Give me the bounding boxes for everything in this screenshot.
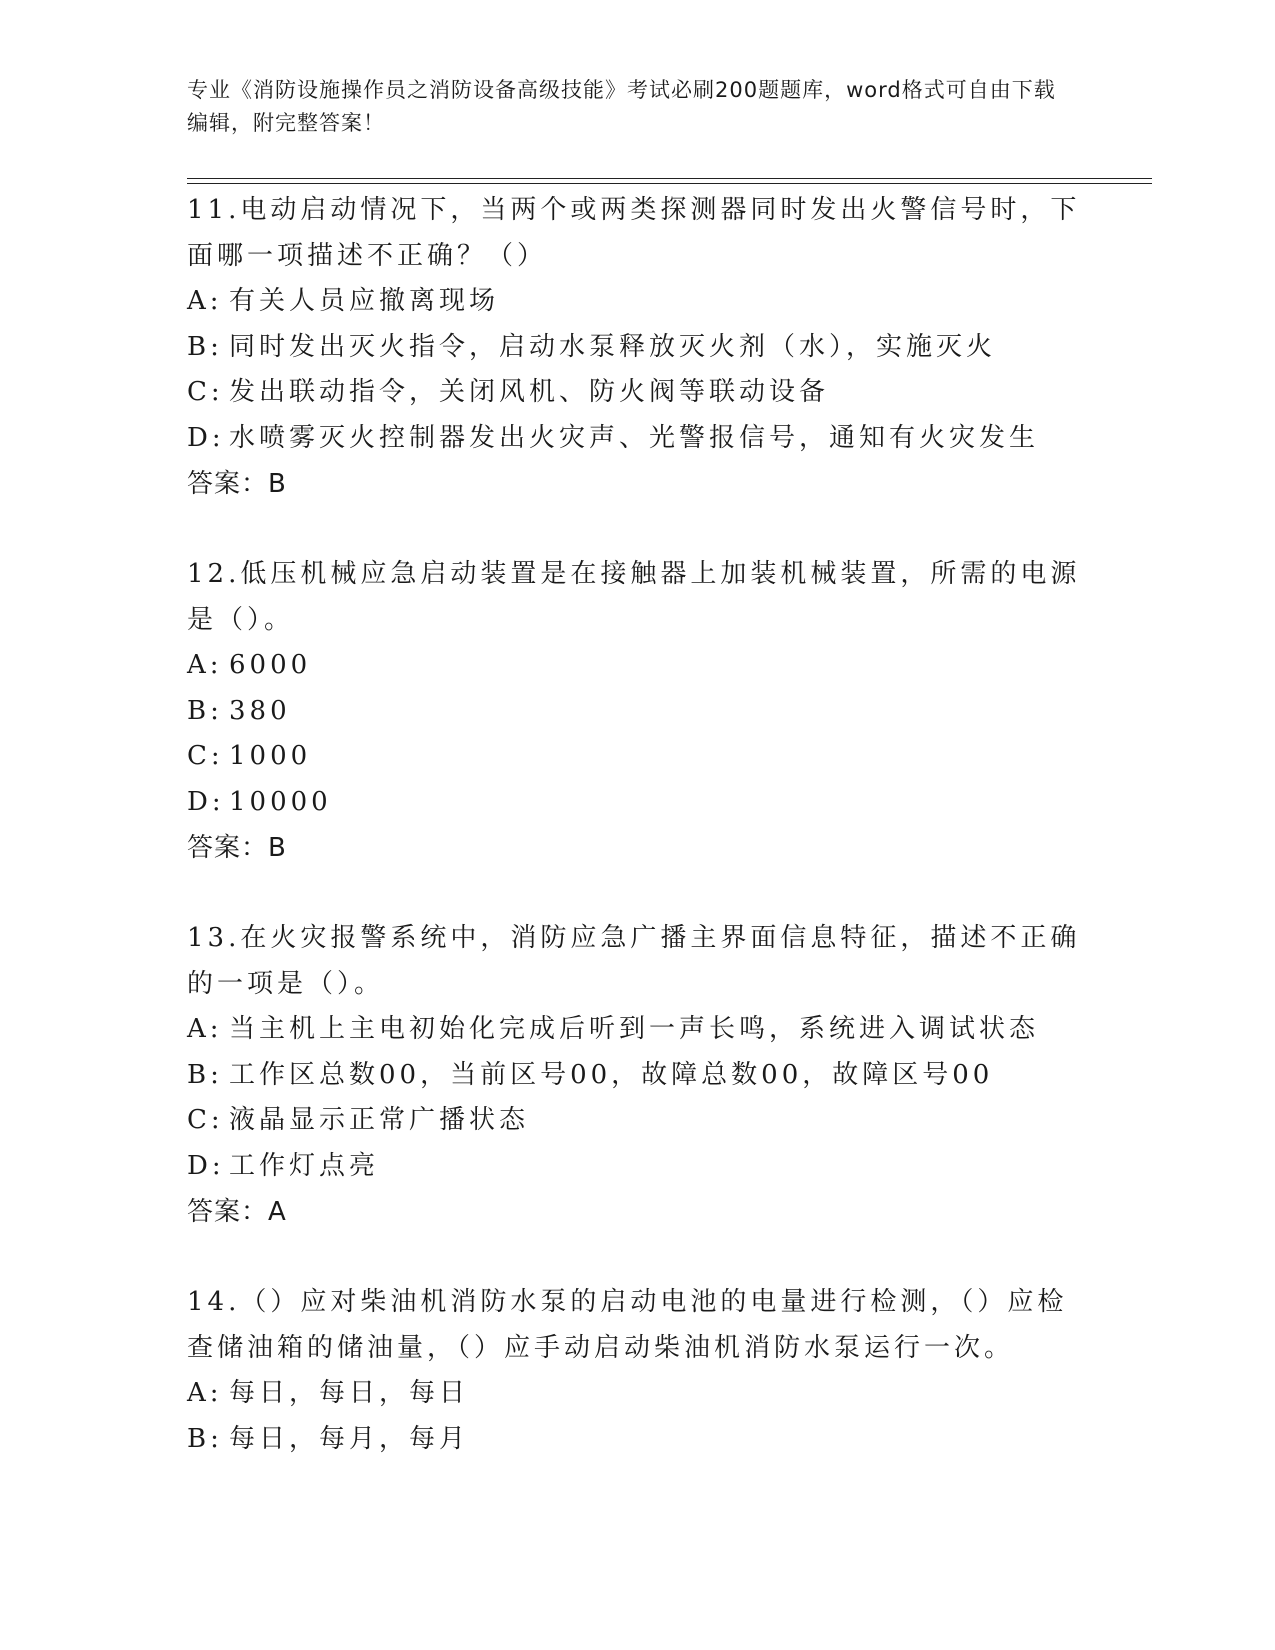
option-letter: D: bbox=[187, 422, 225, 453]
option-letter: A: bbox=[187, 1014, 223, 1044]
answer-line: 答案：B bbox=[187, 469, 287, 499]
option-text: 同时发出灭火指令，启动水泵释放灭火剂（水），实施灭火 bbox=[229, 331, 997, 362]
question-12 bbox=[187, 551, 1097, 871]
option-c bbox=[187, 734, 1097, 780]
header-divider-top bbox=[187, 178, 1152, 179]
option-letter: B: bbox=[187, 695, 223, 726]
option-text: 380 bbox=[229, 695, 291, 726]
option-a bbox=[187, 279, 1097, 325]
option-text: 每日，每日，每日 bbox=[229, 1378, 470, 1408]
header-title: 专业《消防设施操作员之消防设备高级技能》考试必刷200题题库，word格式可自由下载编辑，附完整答案！ bbox=[187, 78, 1056, 135]
option-a bbox=[187, 1007, 1097, 1053]
option-b bbox=[187, 689, 1097, 735]
option-text: 1000 bbox=[229, 741, 312, 771]
option-letter: A: bbox=[187, 650, 223, 680]
option-a bbox=[187, 643, 1097, 689]
option-b bbox=[187, 1417, 1097, 1463]
option-c bbox=[187, 1098, 1097, 1144]
option-b bbox=[187, 1053, 1097, 1099]
question-stem: 11.电动启动情况下，当两个或两类探测器同时发出火警信号时，下面哪一项描述不正确？（） bbox=[187, 195, 1081, 271]
header-divider-bottom bbox=[187, 183, 1152, 184]
option-text: 发出联动指令，关闭风机、防火阀等联动设备 bbox=[229, 377, 830, 407]
option-text: 有关人员应撤离现场 bbox=[229, 286, 500, 316]
question-list bbox=[187, 187, 1097, 1506]
option-text: 液晶显示正常广播状态 bbox=[229, 1105, 530, 1135]
option-letter: D: bbox=[187, 1150, 225, 1181]
option-text: 工作区总数00，当前区号00，故障总数00，故障区号00 bbox=[229, 1059, 994, 1090]
question-11 bbox=[187, 187, 1097, 507]
option-letter: A: bbox=[187, 286, 223, 316]
option-b bbox=[187, 325, 1097, 371]
option-a bbox=[187, 1371, 1097, 1417]
answer-line: 答案：A bbox=[187, 1197, 287, 1227]
document-header bbox=[187, 74, 1067, 140]
option-letter: C: bbox=[187, 741, 224, 771]
question-stem: 13.在火灾报警系统中，消防应急广播主界面信息特征，描述不正确的一项是（）。 bbox=[187, 923, 1081, 999]
option-d bbox=[187, 780, 1097, 826]
question-14 bbox=[187, 1279, 1097, 1462]
answer-line: 答案：B bbox=[187, 833, 287, 863]
option-text: 水喷雾灭火控制器发出火灾声、光警报信号，通知有火灾发生 bbox=[229, 422, 1040, 453]
option-text: 工作灯点亮 bbox=[229, 1150, 380, 1181]
question-13 bbox=[187, 915, 1097, 1235]
option-text: 每日，每月，每月 bbox=[229, 1423, 470, 1454]
option-text: 6000 bbox=[229, 650, 312, 680]
option-letter: C: bbox=[187, 377, 224, 407]
option-d bbox=[187, 416, 1097, 462]
option-letter: A: bbox=[187, 1378, 223, 1408]
option-text: 当主机上主电初始化完成后听到一声长鸣，系统进入调试状态 bbox=[229, 1014, 1040, 1044]
option-letter: B: bbox=[187, 331, 223, 362]
option-letter: C: bbox=[187, 1105, 224, 1135]
option-c bbox=[187, 370, 1097, 416]
question-stem: 14.（）应对柴油机消防水泵的启动电池的电量进行检测，（）应检查储油箱的储油量，（）应手动启动柴油机消防水泵运行一次。 bbox=[187, 1287, 1068, 1363]
option-letter: B: bbox=[187, 1423, 223, 1454]
option-letter: D: bbox=[187, 786, 225, 817]
option-text: 10000 bbox=[229, 786, 332, 817]
option-d bbox=[187, 1144, 1097, 1190]
option-letter: B: bbox=[187, 1059, 223, 1090]
question-stem: 12.低压机械应急启动装置是在接触器上加装机械装置，所需的电源是（）。 bbox=[187, 559, 1081, 635]
